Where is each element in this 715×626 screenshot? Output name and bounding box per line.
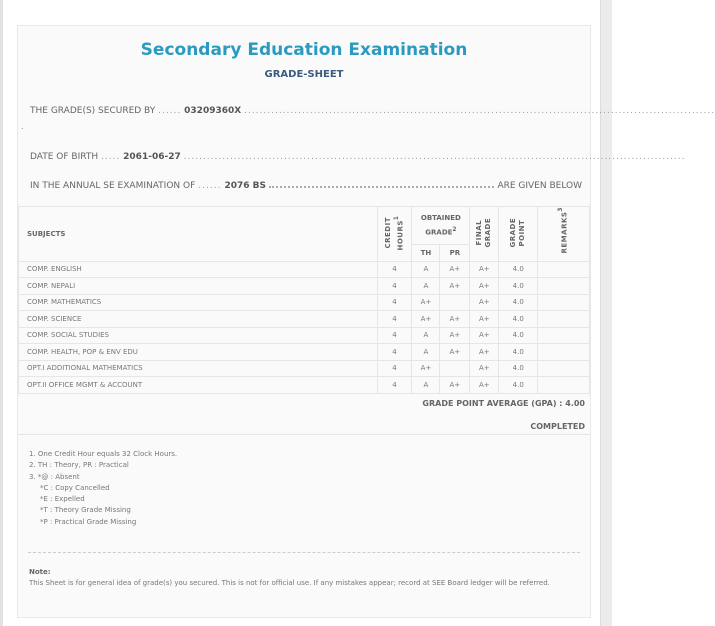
cell-subject: COMP. SOCIAL STUDIES	[19, 327, 378, 344]
table-row	[19, 344, 590, 361]
footnote: 3. *@ : Absent	[29, 472, 80, 481]
header-final-grade: FINAL GRADE	[470, 207, 499, 262]
footnote: 1. One Credit Hour equals 32 Clock Hours.	[29, 450, 178, 458]
header-th: TH	[412, 245, 440, 262]
cell-gp: 4.0	[499, 327, 538, 344]
cell-credit: 4	[377, 360, 412, 377]
cell-th: A	[412, 261, 440, 278]
cell-final: A+	[470, 261, 499, 278]
cell-final: A+	[470, 377, 499, 394]
table-row	[19, 278, 590, 295]
gpa: GRADE POINT AVERAGE (GPA) : 4.00	[422, 399, 585, 408]
cell-pr	[440, 360, 470, 377]
cell-credit: 4	[377, 278, 412, 295]
cell-remarks	[538, 377, 590, 394]
cell-subject: OPT.I ADDITIONAL MATHEMATICS	[19, 360, 378, 377]
header-remarks: REMARKS$^3$	[538, 207, 590, 262]
dob-label: DATE OF BIRTH	[30, 152, 99, 162]
grades-table	[18, 206, 590, 394]
left-border	[0, 0, 3, 626]
exam-year: 2076 BS	[224, 181, 266, 191]
cell-gp: 4.0	[499, 344, 538, 361]
table-row	[19, 377, 590, 394]
cell-th: A+	[412, 360, 440, 377]
cell-gp: 4.0	[499, 377, 538, 394]
cell-remarks	[538, 360, 590, 377]
result-status: COMPLETED	[530, 422, 585, 431]
table-row	[19, 327, 590, 344]
cell-credit: 4	[377, 294, 412, 311]
cell-final: A+	[470, 360, 499, 377]
footnote: *T : Theory Grade Missing	[40, 506, 131, 515]
cell-pr: A+	[440, 311, 470, 328]
cell-pr	[440, 294, 470, 311]
cell-subject: COMP. SCIENCE	[19, 311, 378, 328]
note-heading: Note:	[29, 568, 51, 576]
cell-gp: 4.0	[499, 360, 538, 377]
cell-final: A+	[470, 311, 499, 328]
cell-credit: 4	[377, 261, 412, 278]
cell-credit: 4	[377, 344, 412, 361]
cell-th: A+	[412, 294, 440, 311]
footnote: *C : Copy Cancelled	[40, 483, 110, 492]
dotted-leader	[269, 185, 494, 188]
cell-remarks	[538, 261, 590, 278]
cell-subject: COMP. ENGLISH	[19, 261, 378, 278]
note-text: This Sheet is for general idea of grade(s) you secured. This is not for official use. If any mistakes appear; record at SEE Board ledger will be referred.	[29, 579, 550, 587]
cell-subject: COMP. HEALTH, POP & ENV EDU	[19, 344, 378, 361]
page-subtitle: GRADE-SHEET	[264, 69, 344, 80]
cell-remarks	[538, 294, 590, 311]
table-row	[19, 360, 590, 377]
cell-pr: A+	[440, 377, 470, 394]
symbol-number: 03209360X	[184, 106, 242, 116]
cell-final: A+	[470, 327, 499, 344]
header-credit-hours: CREDIT HOURS$^1$	[377, 207, 412, 262]
cell-final: A+	[470, 278, 499, 295]
grade-sheet	[17, 25, 715, 618]
secured-by-label: THE GRADE(S) SECURED BY	[30, 106, 156, 116]
cell-remarks	[538, 278, 590, 295]
table-row	[19, 311, 590, 328]
cell-remarks	[538, 311, 590, 328]
table-row	[19, 294, 590, 311]
cell-pr: A+	[440, 261, 470, 278]
cell-th: A	[412, 344, 440, 361]
cell-gp: 4.0	[499, 278, 538, 295]
cell-credit: 4	[377, 311, 412, 328]
cell-subject: COMP. MATHEMATICS	[19, 294, 378, 311]
exam-line: IN THE ANNUAL SE EXAMINATION OF ...... 2076 BS ARE GIVEN BELOW	[30, 181, 582, 191]
dashed-divider	[28, 552, 580, 553]
footnotes	[29, 449, 177, 528]
table-row	[19, 261, 590, 278]
stray-dot: .	[21, 122, 24, 131]
cell-pr: A+	[440, 327, 470, 344]
cell-gp: 4.0	[499, 294, 538, 311]
cell-pr: A+	[440, 278, 470, 295]
cell-gp: 4.0	[499, 311, 538, 328]
header-grade-point: GRADE POINT	[499, 207, 538, 262]
cell-credit: 4	[377, 327, 412, 344]
divider	[18, 434, 590, 435]
cell-th: A	[412, 327, 440, 344]
scrollbar[interactable]	[600, 0, 612, 626]
page-title: Secondary Education Examination	[140, 40, 468, 60]
header-subjects: SUBJECTS	[19, 207, 378, 262]
cell-gp: 4.0	[499, 261, 538, 278]
dob-line: DATE OF BIRTH ..... 2061-06-27 ..................................................................................................................................	[30, 152, 686, 162]
cell-remarks	[538, 327, 590, 344]
cell-pr: A+	[440, 344, 470, 361]
secured-by-line: THE GRADE(S) SECURED BY ...... 03209360X ..........................................................................................................................	[30, 106, 715, 116]
cell-subject: COMP. NEPALI	[19, 278, 378, 295]
header-obtained-grade: OBTAINED GRADE$^2$	[412, 207, 470, 245]
cell-th: A	[412, 278, 440, 295]
exam-label: IN THE ANNUAL SE EXAMINATION OF	[30, 181, 196, 191]
cell-subject: OPT.II OFFICE MGMT & ACCOUNT	[19, 377, 378, 394]
header-pr: PR	[440, 245, 470, 262]
footnote: *P : Practical Grade Missing	[40, 517, 137, 526]
cell-final: A+	[470, 294, 499, 311]
footnote: *E : Expelled	[40, 495, 85, 504]
footnote: 2. TH : Theory, PR : Practical	[29, 461, 129, 470]
dob-value: 2061-06-27	[123, 152, 181, 162]
cell-final: A+	[470, 344, 499, 361]
cell-th: A+	[412, 311, 440, 328]
cell-remarks	[538, 344, 590, 361]
given-below: ARE GIVEN BELOW	[497, 181, 582, 191]
cell-credit: 4	[377, 377, 412, 394]
cell-th: A	[412, 377, 440, 394]
